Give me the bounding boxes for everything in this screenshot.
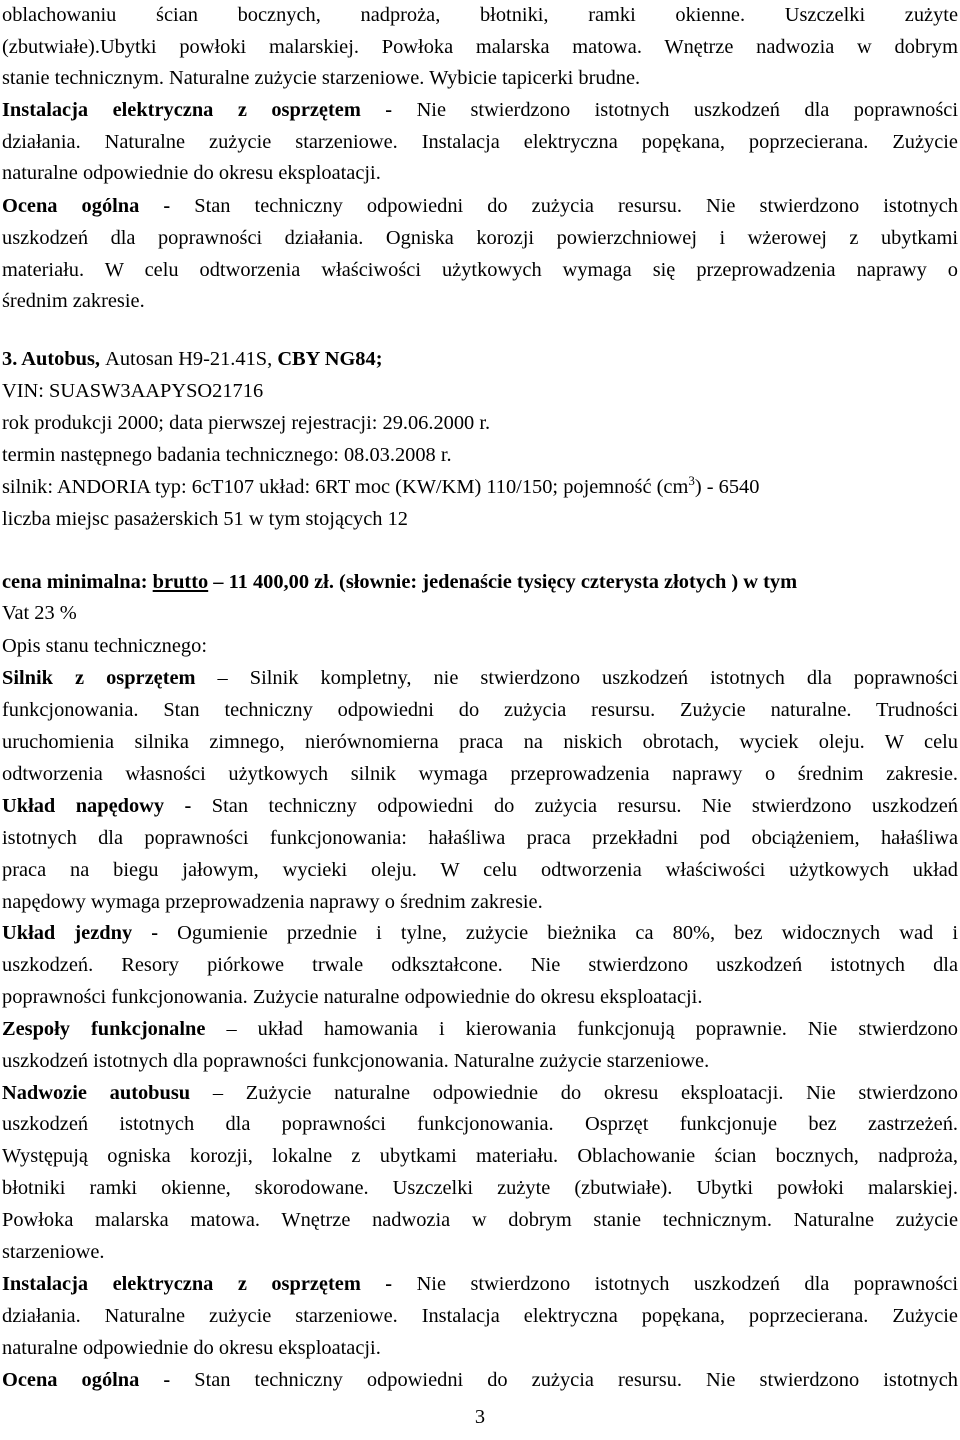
text-line bbox=[2, 475, 958, 501]
text-line bbox=[2, 1336, 958, 1362]
text-line bbox=[2, 507, 958, 533]
text-segment: funkcjonowania. Stan techniczny odpowiedni do zużycia resursu. Zużycie naturalne. Trudności bbox=[2, 699, 958, 721]
text-line bbox=[2, 98, 958, 124]
text-line bbox=[2, 1176, 958, 1202]
text-segment: Stan techniczny odpowiedni do zużycia resursu. Nie stwierdzono istotnych bbox=[194, 1369, 958, 1391]
text-segment: materiału. W celu odtworzenia właściwości użytkowych wymaga się przeprowadzenia naprawy o bbox=[2, 259, 958, 281]
text-line bbox=[2, 289, 958, 315]
text-segment: Układ jezdny - bbox=[2, 922, 178, 944]
text-segment: uszkodzeń dla poprawności działania. Ogniska korozji powierzchniowej i wżerowej z ubytkami bbox=[2, 227, 958, 249]
text-line bbox=[2, 411, 958, 437]
text-line bbox=[2, 1240, 958, 1266]
text-segment: działania. Naturalne zużycie starzeniowe. Instalacja elektryczna popękana, poprzecierana. Zużycie bbox=[2, 131, 958, 153]
text-line bbox=[2, 443, 958, 469]
text-line bbox=[2, 1144, 958, 1170]
text-line bbox=[2, 730, 958, 756]
text-segment: Nadwozie autobusu bbox=[2, 1082, 191, 1104]
text-segment: VIN: SUASW3AAPYSO21716 bbox=[2, 380, 264, 402]
text-segment: Instalacja elektryczna z osprzętem - bbox=[2, 1273, 417, 1295]
text-line bbox=[2, 1112, 958, 1138]
text-line bbox=[2, 1017, 958, 1043]
text-segment: uszkodzeń istotnych dla poprawności funkcjonowania. Osprzęt funkcjonuje bez zastrzeżeń. bbox=[2, 1113, 958, 1135]
text-segment: oblachowaniu ścian bocznych, nadproża, błotniki, ramki okienne. Uszczelki zużyte bbox=[2, 4, 958, 26]
text-segment: odtworzenia własności użytkowych silnik wymaga przeprowadzenia naprawy o średnim zakresie. bbox=[2, 763, 958, 785]
text-line bbox=[2, 698, 958, 724]
text-segment: naturalne odpowiednie do okresu eksploatacji. bbox=[2, 1337, 381, 1359]
text-line bbox=[2, 258, 958, 284]
text-segment: (zbutwiałe).Ubytki powłoki malarskiej. Powłoka malarska matowa. Wnętrze nadwozia w dobrym bbox=[2, 36, 958, 58]
text-segment: Nie stwierdzono istotnych uszkodzeń dla poprawności bbox=[416, 99, 958, 121]
text-segment: Opis stanu technicznego: bbox=[2, 635, 207, 657]
text-segment: termin następnego badania technicznego: 08.03.2008 r. bbox=[2, 444, 452, 466]
text-line bbox=[2, 347, 958, 373]
text-segment: starzeniowe. bbox=[2, 1241, 105, 1263]
text-segment: Występują ogniska korozji, lokalne z ubytkami materiału. Oblachowanie ścian bocznych, nadproża, bbox=[2, 1145, 958, 1167]
text-segment: Nie stwierdzono istotnych uszkodzeń dla poprawności bbox=[416, 1273, 958, 1295]
text-segment: – układ hamowania i kierowania funkcjonują poprawnie. Nie stwierdzono bbox=[205, 1018, 958, 1040]
text-segment: Zespoły funkcjonalne bbox=[2, 1018, 206, 1040]
text-segment: Powłoka malarska matowa. Wnętrze nadwozia w dobrym stanie technicznym. Naturalne zużycie bbox=[2, 1209, 958, 1231]
text-segment: Stan techniczny odpowiedni do zużycia resursu. Nie stwierdzono istotnych bbox=[194, 195, 958, 217]
text-segment: stanie technicznym. Naturalne zużycie starzeniowe. Wybicie tapicerki brudne. bbox=[2, 67, 641, 89]
text-segment: cena minimalna: bbox=[2, 571, 153, 593]
text-segment: – Silnik kompletny, nie stwierdzono uszkodzeń istotnych dla poprawności bbox=[195, 667, 958, 689]
superscript: 3 bbox=[688, 473, 695, 489]
text-segment: uruchomienia silnika zimnego, nierównomierna praca na niskich obrotach, wyciek oleju. W celu bbox=[2, 731, 958, 753]
text-segment: Ocena ogólna - bbox=[2, 195, 195, 217]
text-segment: Vat 23 % bbox=[2, 602, 77, 624]
text-segment: Ocena ogólna - bbox=[2, 1369, 195, 1391]
text-segment: istotnych dla poprawności funkcjonowania: hałaśliwa praca przekładni pod obciążeniem, hałaśliwa bbox=[2, 827, 958, 849]
text-line bbox=[2, 1081, 958, 1107]
text-segment: Autosan H9-21.41S, bbox=[105, 348, 278, 370]
text-line bbox=[2, 762, 958, 788]
text-line bbox=[2, 1208, 958, 1234]
text-line bbox=[2, 3, 958, 29]
text-segment: działania. Naturalne zużycie starzeniowe. Instalacja elektryczna popękana, poprzecierana. Zużycie bbox=[2, 1305, 958, 1327]
text-line bbox=[2, 666, 958, 692]
text-line bbox=[2, 921, 958, 947]
text-segment: Instalacja elektryczna z osprzętem - bbox=[2, 99, 417, 121]
text-line bbox=[2, 570, 958, 596]
text-segment: – Zużycie naturalne odpowiednie do okresu eksploatacji. Nie stwierdzono bbox=[190, 1082, 958, 1104]
text-segment: liczba miejsc pasażerskich 51 w tym stojących 12 bbox=[2, 508, 408, 530]
text-line bbox=[2, 1049, 958, 1075]
text-segment: – 11 400,00 zł. (słownie: jedenaście tysięcy czterysta złotych ) w tym bbox=[208, 571, 798, 593]
text-segment: Ogumienie przednie i tylne, zużycie bieżnika ca 80%, bez widocznych wad i bbox=[177, 922, 958, 944]
text-segment: silnik: ANDORIA typ: 6cT107 układ: 6RT moc (KW/KM) 110/150; pojemność (cm bbox=[2, 476, 689, 498]
page-number: 3 bbox=[474, 1406, 486, 1428]
text-line bbox=[2, 794, 958, 820]
text-segment: Silnik z osprzętem bbox=[2, 667, 196, 689]
text-segment: średnim zakresie. bbox=[2, 290, 145, 312]
text-segment: poprawności funkcjonowania. Zużycie naturalne odpowiednie do okresu eksploatacji. bbox=[2, 986, 703, 1008]
text-line bbox=[2, 890, 958, 916]
text-line bbox=[2, 953, 958, 979]
text-segment: uszkodzeń. Resory piórkowe trwale odkształcone. Nie stwierdzono uszkodzeń istotnych dla bbox=[2, 954, 958, 976]
text-segment: praca na biegu jałowym, wycieki oleju. W celu odtworzenia właściwości użytkowych układ bbox=[2, 859, 958, 881]
text-line bbox=[2, 1368, 958, 1394]
text-line bbox=[2, 1304, 958, 1330]
text-line bbox=[2, 634, 958, 660]
text-line bbox=[2, 161, 958, 187]
text-line bbox=[2, 601, 958, 627]
text-line bbox=[2, 858, 958, 884]
text-segment: Stan techniczny odpowiedni do zużycia resursu. Nie stwierdzono uszkodzeń bbox=[211, 795, 958, 817]
text-line bbox=[2, 35, 958, 61]
text-segment: CBY NG84; bbox=[277, 348, 383, 370]
text-segment: naturalne odpowiednie do okresu eksploatacji. bbox=[2, 162, 381, 184]
text-line bbox=[2, 226, 958, 252]
text-line bbox=[2, 66, 958, 92]
text-line bbox=[2, 1272, 958, 1298]
text-segment: Układ napędowy - bbox=[2, 795, 212, 817]
text-line bbox=[2, 379, 958, 405]
text-segment: napędowy wymaga przeprowadzenia naprawy o średnim zakresie. bbox=[2, 891, 543, 913]
text-segment: ) - 6540 bbox=[694, 476, 760, 498]
text-line bbox=[2, 130, 958, 156]
text-line bbox=[2, 194, 958, 220]
text-segment: brutto bbox=[152, 571, 209, 593]
text-line bbox=[2, 985, 958, 1011]
text-segment: rok produkcji 2000; data pierwszej rejestracji: 29.06.2000 r. bbox=[2, 412, 491, 434]
text-segment: błotniki ramki okienne, skorodowane. Uszczelki zużyte (zbutwiałe). Ubytki powłoki malarskiej. bbox=[2, 1177, 958, 1199]
text-line bbox=[2, 826, 958, 852]
text-segment: 3. Autobus, bbox=[2, 348, 106, 370]
text-segment: uszkodzeń istotnych dla poprawności funkcjonowania. Naturalne zużycie starzeniowe. bbox=[2, 1050, 710, 1072]
